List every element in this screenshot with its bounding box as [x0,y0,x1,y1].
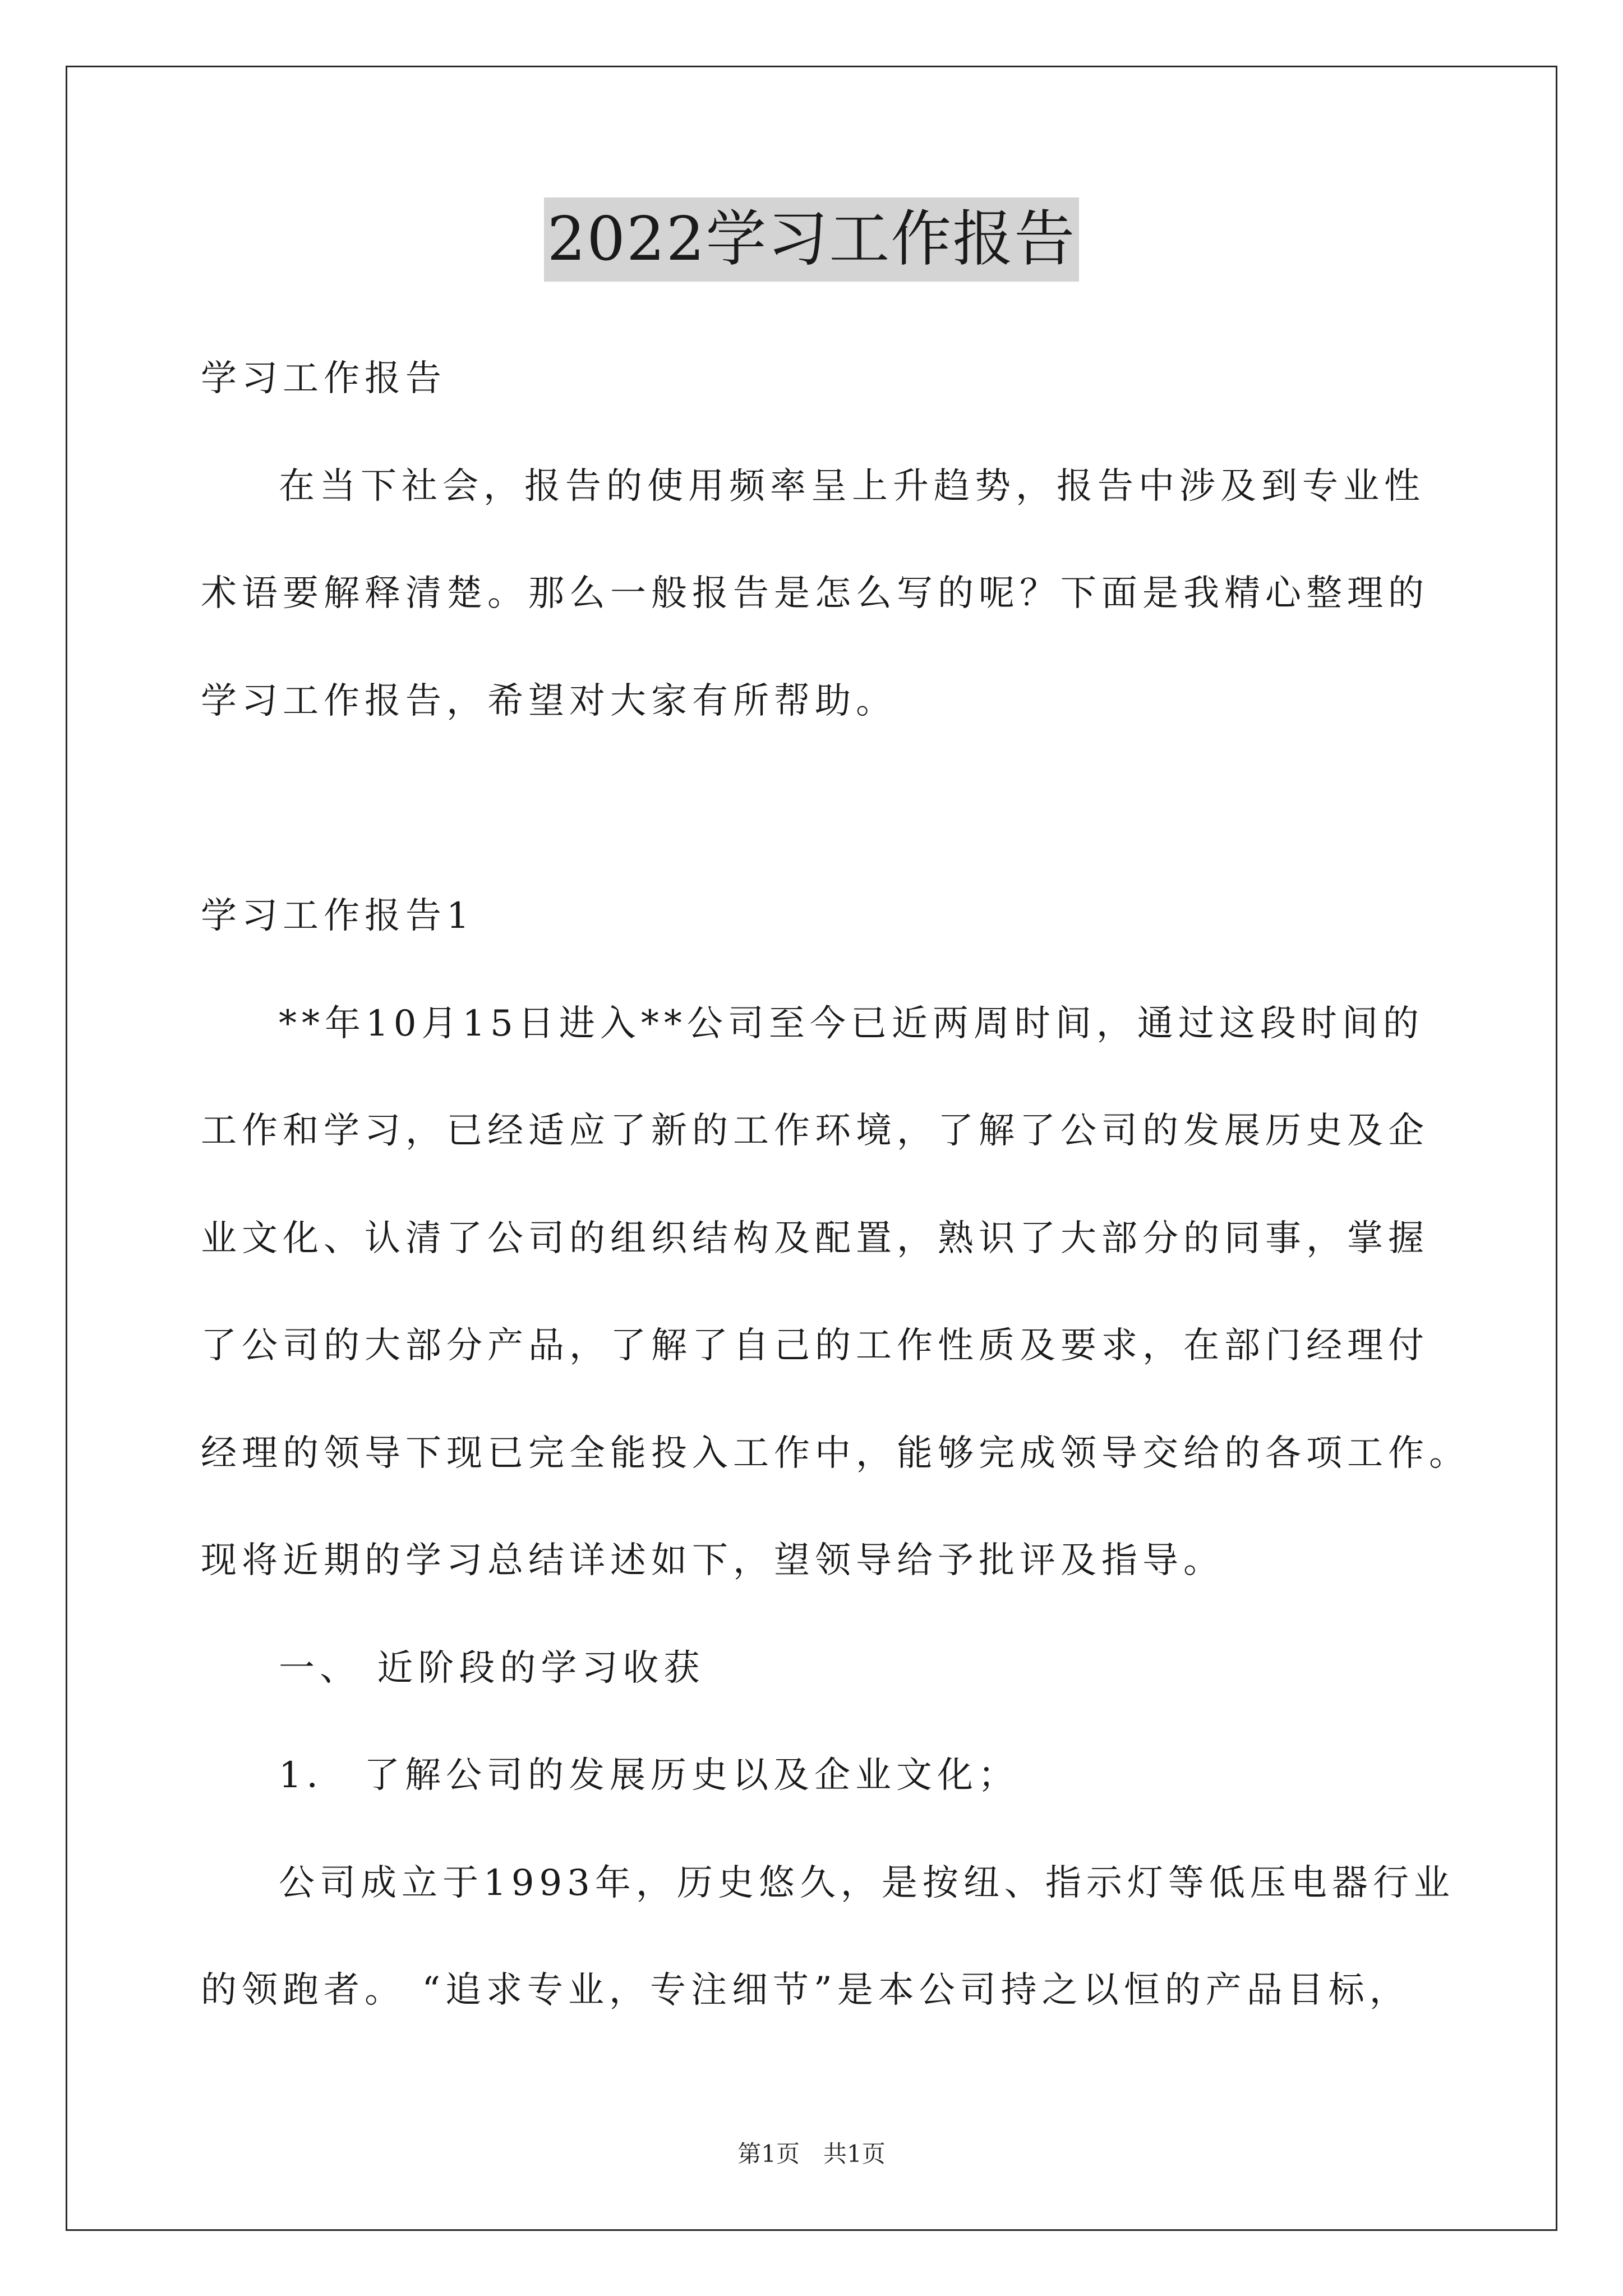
body-paragraph-line: 工作和学习，已经适应了新的工作环境，了解了公司的发展历史及企 [201,1110,1429,1152]
title-container [0,197,1623,282]
body-paragraph-line: 业文化、认清了公司的组织结构及配置，熟识了大部分的同事，掌握 [201,1218,1429,1259]
body-paragraph-line: **年10月15日进入**公司至今已近两周时间，通过这段时间的 [279,1003,1424,1045]
page-footer: 第1页 共1页 [737,2140,886,2168]
section-heading: 学习工作报告1 [201,895,474,937]
body-paragraph-line: 了公司的大部分产品，了解了自己的工作性质及要求，在部门经理付 [201,1325,1429,1366]
intro-paragraph-line: 在当下社会，报告的使用频率呈上升趋势，报告中涉及到专业性 [279,466,1425,507]
body-paragraph-line: 现将近期的学习总结详述如下，望领导给予批评及指导。 [201,1540,1224,1581]
list-item: 1． 了解公司的发展历史以及企业文化； [279,1755,1020,1796]
intro-paragraph-line: 术语要解释清楚。那么一般报告是怎么写的呢？下面是我精心整理的 [201,573,1429,614]
body-paragraph-line: 的领跑者。 “追求专业，专注细节”是本公司持之以恒的产品目标， [201,1970,1410,2011]
subtitle: 学习工作报告 [201,358,446,399]
intro-paragraph-line: 学习工作报告，希望对大家有所帮助。 [201,680,897,722]
body-paragraph-line: 经理的领导下现已完全能投入工作中，能够完成领导交给的各项工作。 [201,1433,1470,1474]
body-paragraph-line: 公司成立于1993年，历史悠久，是按纽、指示灯等低压电器行业 [279,1862,1455,1904]
subheading: 一、 近阶段的学习收获 [279,1648,705,1689]
document-title: 2022学习工作报告 [544,197,1080,282]
